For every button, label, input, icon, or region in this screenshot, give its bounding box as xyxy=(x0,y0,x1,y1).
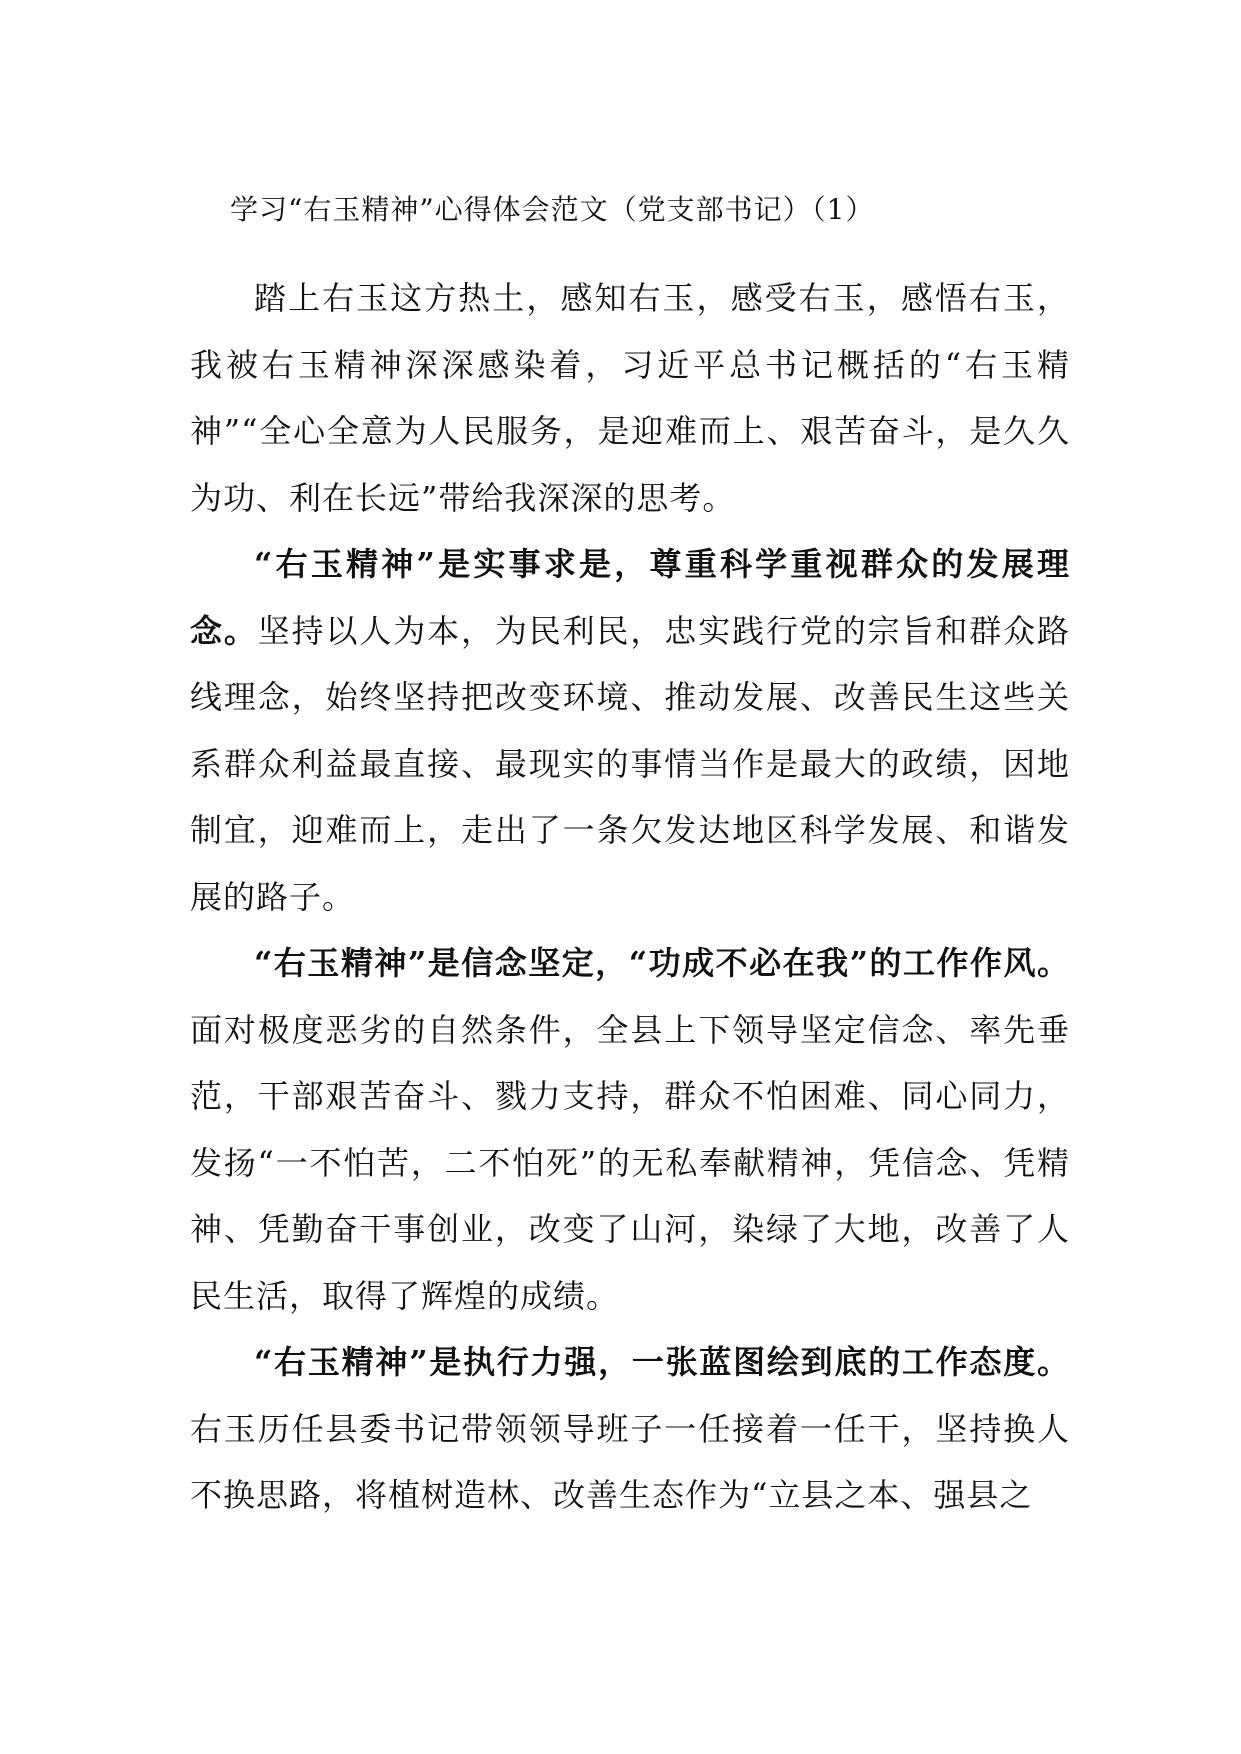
paragraph-lead: “右玉精神”是信念坚定，“功成不必在我”的工作作风。 xyxy=(254,944,1070,982)
document-body xyxy=(190,265,1070,1529)
paragraph-3 xyxy=(190,930,1070,1329)
paragraph-2 xyxy=(190,531,1070,930)
paragraph-text: 右玉历任县委书记带领领导班子一任接着一任干，坚持换人不换思路，将植树造林、改善生态作为“立县之本、强县之 xyxy=(190,1409,1070,1514)
paragraph-text: 踏上右玉这方热土，感知右玉，感受右玉，感悟右玉，我被右玉精神深深感染着，习近平总书记概括的“右玉精神”“全心全意为人民服务，是迎难而上、艰苦奋斗，是久久为功、利在长远”带给我深深的思考。 xyxy=(190,279,1070,517)
document-title: 学习“右玉精神”心得体会范文（党支部书记）（1） xyxy=(230,193,875,226)
paragraph-text: 坚持以人为本，为民利民，忠实践行党的宗旨和群众路线理念，始终坚持把改变环境、推动发展、改善民生这些关系群众利益最直接、最现实的事情当作是最大的政绩，因地制宜，迎难而上，走出了一条欠发达地区科学发展、和谐发展的路子。 xyxy=(190,611,1070,916)
paragraph-4 xyxy=(190,1329,1070,1529)
paragraph-1 xyxy=(190,265,1070,531)
paragraph-text: 面对极度恶劣的自然条件，全县上下领导坚定信念、率先垂范，干部艰苦奋斗、戮力支持，群众不怕困难、同心同力，发扬“一不怕苦，二不怕死”的无私奉献精神，凭信念、凭精神、凭勤奋干事创业，改变了山河，染绿了大地，改善了人民生活，取得了辉煌的成绩。 xyxy=(190,1010,1070,1315)
paragraph-lead: “右玉精神”是实事求是，尊重科学重视群众的发展理念。 xyxy=(190,545,1070,650)
paragraph-lead: “右玉精神”是执行力强，一张蓝图绘到底的工作态度。 xyxy=(254,1343,1070,1381)
